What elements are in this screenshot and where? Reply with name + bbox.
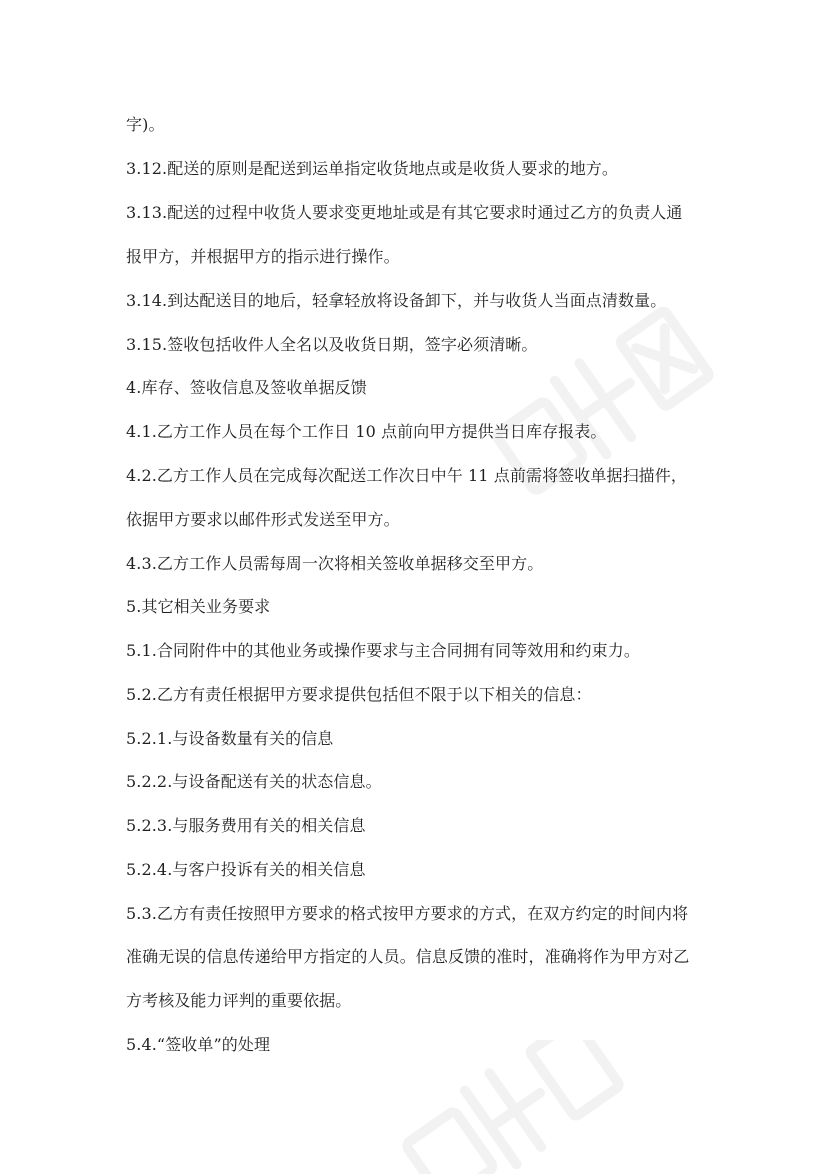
clause-5-2-4: 5.2.4.与客户投诉有关的相关信息 [126, 860, 366, 879]
body-text-line: 依据甲方要求以邮件形式发送至甲方。 [126, 510, 400, 529]
section-heading-4: 4.库存、签收信息及签收单据反馈 [126, 378, 367, 397]
section-heading-5: 5.其它相关业务要求 [126, 597, 271, 616]
body-text-line: 字)。 [126, 115, 165, 134]
clause-5-2-1: 5.2.1.与设备数量有关的信息 [126, 729, 334, 748]
watermark-icon [380, 1040, 640, 1174]
clause-5-2-3: 5.2.3.与服务费用有关的相关信息 [126, 816, 366, 835]
clause-5-3: 5.3.乙方有责任按照甲方要求的格式按甲方要求的方式，在双方约定的时间内将 [126, 904, 689, 923]
clause-5-2: 5.2.乙方有责任根据甲方要求提供包括但不限于以下相关的信息： [126, 685, 592, 704]
clause-4-1: 4.1.乙方工作人员在每个工作日 10 点前向甲方提供当日库存报表。 [126, 422, 607, 441]
clause-5-4: 5.4.“签收单”的处理 [126, 1035, 271, 1054]
clause-3-13: 3.13.配送的过程中收货人要求变更地址或是有其它要求时通过乙方的负责人通 [126, 203, 683, 222]
clause-3-14: 3.14.到达配送目的地后，轻拿轻放将设备卸下，并与收货人当面点清数量。 [126, 291, 667, 310]
clause-5-1: 5.1.合同附件中的其他业务或操作要求与主合同拥有同等效用和约束力。 [126, 641, 640, 660]
clause-5-2-2: 5.2.2.与设备配送有关的状态信息。 [126, 772, 382, 791]
clause-4-3: 4.3.乙方工作人员需每周一次将相关签收单据移交至甲方。 [126, 554, 544, 573]
clause-4-2: 4.2.乙方工作人员在完成每次配送工作次日中午 11 点前需将签收单据扫描件， [126, 466, 687, 485]
body-text-line: 方考核及能力评判的重要依据。 [126, 991, 352, 1010]
clause-3-15: 3.15.签收包括收件人全名以及收货日期，签字必须清晰。 [126, 335, 538, 354]
body-text-line: 报甲方，并根据甲方的指示进行操作。 [126, 247, 400, 266]
watermark-icon [470, 300, 730, 520]
clause-3-12: 3.12.配送的原则是配送到运单指定收货地点或是收货人要求的地方。 [126, 159, 619, 178]
body-text-line: 准确无误的信息传递给甲方指定的人员。信息反馈的准时，准确将作为甲方对乙 [126, 947, 690, 966]
